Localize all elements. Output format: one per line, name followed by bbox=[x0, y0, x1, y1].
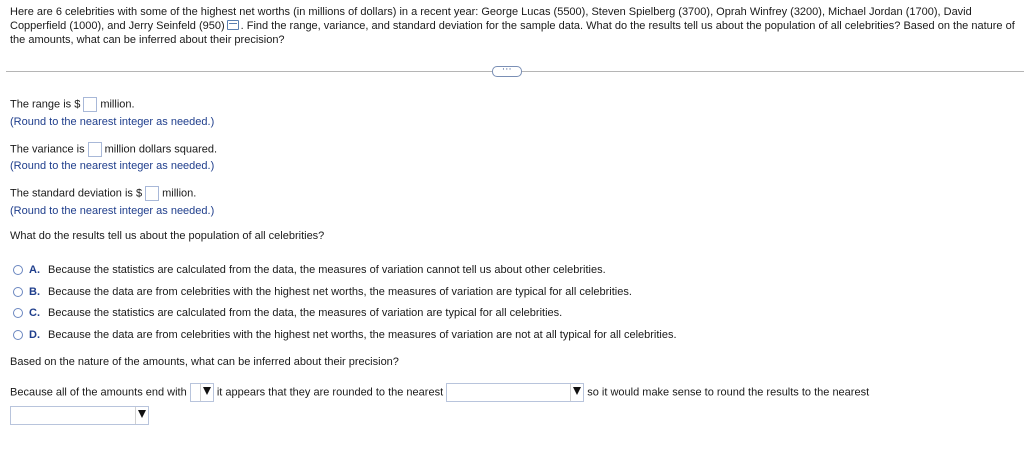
option-a-radio[interactable] bbox=[13, 265, 23, 275]
rounding-place-select[interactable] bbox=[446, 383, 584, 402]
option-d[interactable] bbox=[13, 328, 677, 342]
variance-input[interactable] bbox=[88, 142, 102, 157]
option-d-letter: D. bbox=[29, 329, 40, 341]
data-table-icon[interactable] bbox=[227, 20, 239, 30]
stddev-hint: (Round to the nearest integer as needed.) bbox=[10, 205, 215, 217]
stddev-suffix: million. bbox=[162, 187, 197, 200]
variance-prefix: The variance is bbox=[10, 143, 85, 156]
chevron-down-icon bbox=[138, 410, 146, 418]
option-b-radio[interactable] bbox=[13, 287, 23, 297]
question-text bbox=[10, 5, 1016, 47]
option-b-letter: B. bbox=[29, 286, 40, 298]
option-c-radio[interactable] bbox=[13, 308, 23, 318]
stddev-prefix: The standard deviation is $ bbox=[10, 187, 143, 200]
option-c-letter: C. bbox=[29, 307, 40, 319]
result-rounding-select[interactable] bbox=[10, 406, 149, 425]
precision-question: Based on the nature of the amounts, what can be inferred about their precision? bbox=[10, 356, 399, 368]
question-text-part1: Here are 6 celebrities with some of the highest net worths (in millions of dollars) in a recent year: George Lucas (5500), Steven Spielberg (3700), Oprah Winfrey (3200), Michael Jordan (1700), David Copperfield (1000), and Jerry Seinfeld (950) bbox=[10, 6, 972, 32]
result-rounding-row bbox=[10, 406, 149, 425]
more-options-button[interactable]: ··· bbox=[492, 66, 522, 77]
range-prefix: The range is $ bbox=[10, 98, 81, 111]
range-hint: (Round to the nearest integer as needed.) bbox=[10, 116, 215, 128]
option-c-text: Because the statistics are calculated from the data, the measures of variation are typical for all celebrities. bbox=[48, 307, 563, 319]
population-question: What do the results tell us about the population of all celebrities? bbox=[10, 230, 325, 242]
variance-hint: (Round to the nearest integer as needed.) bbox=[10, 160, 215, 172]
chevron-down-icon bbox=[203, 387, 211, 395]
stddev-input[interactable] bbox=[145, 186, 159, 201]
precision-part2: it appears that they are rounded to the nearest bbox=[216, 386, 444, 399]
stddev-row bbox=[10, 186, 196, 201]
option-c[interactable] bbox=[13, 306, 562, 320]
option-b-text: Because the data are from celebrities with the highest net worths, the measures of variation are typical for all celebrities. bbox=[48, 286, 632, 298]
precision-part1: Because all of the amounts end with bbox=[10, 386, 187, 399]
precision-sentence bbox=[10, 383, 869, 402]
option-b[interactable] bbox=[13, 285, 632, 299]
variance-row bbox=[10, 142, 217, 157]
range-row bbox=[10, 97, 135, 112]
option-d-text: Because the data are from celebrities with the highest net worths, the measures of variation are not at all typical for all celebrities. bbox=[48, 329, 677, 341]
variance-suffix: million dollars squared. bbox=[104, 143, 218, 156]
option-d-radio[interactable] bbox=[13, 330, 23, 340]
option-a-text: Because the statistics are calculated from the data, the measures of variation cannot tell us about other celebrities. bbox=[48, 264, 606, 276]
option-a[interactable] bbox=[13, 263, 606, 277]
precision-part3: so it would make sense to round the results to the nearest bbox=[587, 386, 870, 399]
range-input[interactable] bbox=[83, 97, 97, 112]
ending-digits-select[interactable] bbox=[190, 383, 214, 402]
range-suffix: million. bbox=[100, 98, 135, 111]
option-a-letter: A. bbox=[29, 264, 40, 276]
question-text-part2: . Find the range, variance, and standard deviation for the sample data. What do the results tell us about the population of all celebrities? Based on the nature of the amounts, what can be inferred about their precision? bbox=[10, 20, 1015, 46]
chevron-down-icon bbox=[573, 387, 581, 395]
